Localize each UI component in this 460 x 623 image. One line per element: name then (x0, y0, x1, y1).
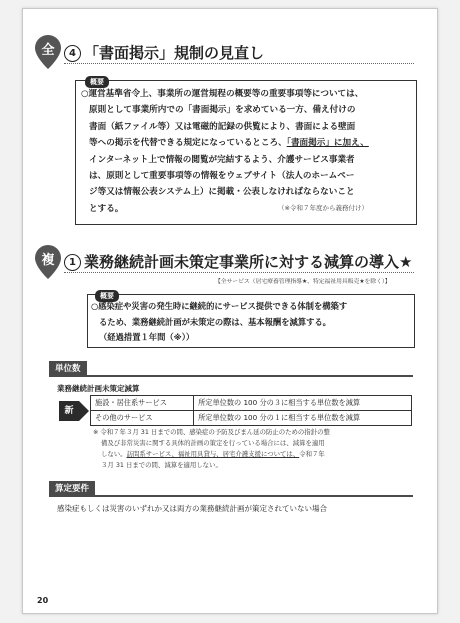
units-table (90, 395, 412, 426)
summary-tag: 概要 (95, 290, 119, 302)
summary-text (91, 299, 411, 346)
footnote-text: しない。 (101, 450, 127, 458)
title-divider (64, 63, 414, 65)
summary-line: ○運営基準省令上、事業所の運営規程の概要等の重要事項等については、 (81, 89, 364, 99)
new-badge-label: 新 (59, 401, 79, 421)
summary-line: 原則として事業所内での「書面掲示」を求めている一方、備え付けの (89, 105, 356, 116)
requirements-text: 感染症もしくは災害のいずれか又は両方の業務継続計画が策定されていない場合 (57, 504, 327, 513)
table-row (91, 396, 412, 411)
section-number: 4 (64, 45, 81, 62)
footnote-line: ※ 令和７年３月 31 日までの間、感染症の予防及びまん延の防止のための指針の整 (93, 428, 330, 436)
table-cell-rate: 所定単位数の 100 分の１に相当する単位数を減算 (194, 411, 412, 426)
summary-line: るため、業務継続計画が未策定の際は、基本報酬を減算する。 (99, 316, 331, 327)
requirements-header-rule (49, 495, 413, 497)
summary-line: 書面（紙ファイル等）又は電磁的記録の供覧により、書面による壁面 (89, 121, 356, 132)
footnote-line: ３月 31 日までの間、減算を適用しない。 (101, 461, 222, 469)
summary-line: ○感染症や災害の発生時に継続的にサービス提供できる体制を構築す (91, 301, 348, 311)
footnote-line (93, 449, 415, 460)
section-badge-label: 複 (41, 253, 55, 268)
section-badge-label: 全 (41, 43, 55, 58)
section-title-text: 業務継続計画未策定事業所に対する減算の導入★ (84, 253, 413, 271)
table-row (91, 411, 412, 426)
title-divider (64, 272, 414, 274)
requirements-header: 算定要件 (49, 481, 95, 497)
units-header: 単位数 (49, 361, 87, 377)
section-marker-all (35, 35, 61, 69)
footnote-line: 備及び非常災害に関する具体的計画の策定を行っている場合には、減算を適用 (101, 439, 325, 447)
arrow-right-icon (79, 401, 89, 421)
section-title (64, 42, 264, 63)
mandatory-note: （※令和７年度から義務付け） (278, 204, 368, 212)
units-subheading: 業務継続計画未策定減算 (57, 384, 140, 393)
new-badge (59, 396, 89, 426)
table-cell-rate: 所定単位数の 100 分の３に相当する単位数を減算 (194, 396, 412, 411)
section-title (64, 251, 412, 272)
section-title-text: 「書面掲示」規制の見直し (84, 44, 265, 62)
units-header-rule (49, 375, 413, 377)
summary-line: ジ等又は情報公表システム上）に掲載・公表しなければならないこと (89, 187, 355, 198)
summary-line: インターネット上で情報の閲覧が完結するよう、介護サービス事業者 (89, 154, 355, 165)
table-cell-service: 施設・居住系サービス (91, 396, 194, 411)
services-note: 【全サービス（居宅療養管理指導★、特定福祉用具販売★を除く）】 (215, 279, 391, 285)
section-number: 1 (64, 254, 81, 271)
summary-line (81, 135, 415, 151)
footnote-text: 令和７年 (299, 450, 325, 458)
document-page (22, 8, 438, 614)
summary-line: は、原則として重要事項等の情報をウェブサイト（法人のホームペー (89, 171, 355, 182)
units-footnote (93, 427, 415, 471)
summary-text (81, 86, 415, 217)
summary-line: とする。 (89, 203, 124, 214)
section-marker-multiple (35, 245, 61, 279)
table-cell-service: その他のサービス (91, 411, 194, 426)
summary-line: （経過措置１年間（※）） (99, 332, 195, 342)
footnote-emphasis: 訪問系サービス、福祉用具貸与、居宅介護支援については、 (126, 450, 300, 458)
summary-emphasis: 「書面掲示」に加え、 (286, 138, 369, 149)
summary-tag: 概要 (85, 76, 109, 88)
page-number: 20 (37, 596, 49, 605)
summary-text-span: 等への掲示を代替できる規定になっているところ、 (89, 138, 287, 149)
